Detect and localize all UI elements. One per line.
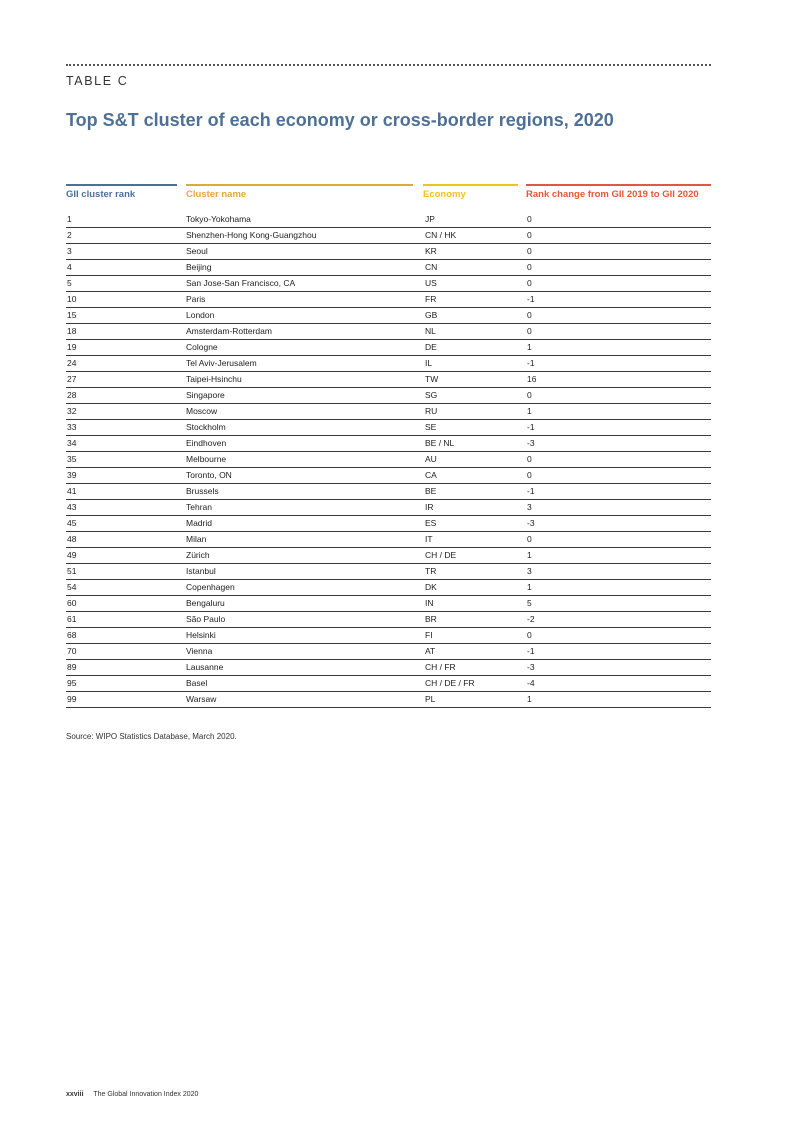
cell-cluster-name: Paris xyxy=(186,294,206,304)
cell-economy: RU xyxy=(425,406,438,416)
cell-rank: 27 xyxy=(67,374,77,384)
cell-cluster-name: Seoul xyxy=(186,246,208,256)
column-header-economy: Economy xyxy=(423,184,518,210)
cell-rank-change: 0 xyxy=(527,326,532,336)
cell-rank: 70 xyxy=(67,646,77,656)
cell-economy: SG xyxy=(425,390,438,400)
column-header-rank: GII cluster rank xyxy=(66,184,177,210)
cell-rank: 5 xyxy=(67,278,72,288)
cell-economy: TR xyxy=(425,566,437,576)
table-row xyxy=(66,468,711,484)
cell-rank: 24 xyxy=(67,358,77,368)
cell-rank-change: 16 xyxy=(527,374,537,384)
cell-rank-change: 0 xyxy=(527,534,532,544)
cell-rank-change: -1 xyxy=(527,422,535,432)
cell-cluster-name: Madrid xyxy=(186,518,212,528)
column-header-cluster-name: Cluster name xyxy=(186,184,413,210)
cell-cluster-name: Zürich xyxy=(186,550,210,560)
cell-economy: IT xyxy=(425,534,433,544)
cell-economy: FR xyxy=(425,294,437,304)
cell-economy: GB xyxy=(425,310,438,320)
cell-cluster-name: Cologne xyxy=(186,342,218,352)
table-body xyxy=(66,212,711,708)
cell-cluster-name: Tehran xyxy=(186,502,212,512)
table-label: TABLE C xyxy=(66,74,129,88)
table-row xyxy=(66,340,711,356)
cell-rank-change: -1 xyxy=(527,646,535,656)
cell-rank-change: 3 xyxy=(527,566,532,576)
cell-rank-change: 1 xyxy=(527,342,532,352)
publication-title: The Global Innovation Index 2020 xyxy=(93,1091,199,1098)
cell-rank-change: 0 xyxy=(527,470,532,480)
cell-rank: 35 xyxy=(67,454,77,464)
table-row xyxy=(66,276,711,292)
cell-cluster-name: Amsterdam-Rotterdam xyxy=(186,326,272,336)
table-row xyxy=(66,420,711,436)
table-row xyxy=(66,388,711,404)
cell-cluster-name: Stockholm xyxy=(186,422,226,432)
cell-cluster-name: London xyxy=(186,310,215,320)
cell-rank: 48 xyxy=(67,534,77,544)
cell-rank: 61 xyxy=(67,614,77,624)
cell-economy: JP xyxy=(425,214,435,224)
table-row xyxy=(66,372,711,388)
table-row xyxy=(66,532,711,548)
cell-economy: TW xyxy=(425,374,439,384)
cell-rank: 43 xyxy=(67,502,77,512)
cell-rank-change: -3 xyxy=(527,518,535,528)
table-row xyxy=(66,260,711,276)
cell-rank: 99 xyxy=(67,694,77,704)
cell-rank-change: -1 xyxy=(527,294,535,304)
cell-rank-change: -1 xyxy=(527,486,535,496)
cell-economy: ES xyxy=(425,518,437,528)
cell-economy: IL xyxy=(425,358,433,368)
table-row xyxy=(66,324,711,340)
cell-cluster-name: Basel xyxy=(186,678,208,688)
cell-rank: 33 xyxy=(67,422,77,432)
cell-rank: 54 xyxy=(67,582,77,592)
cell-economy: PL xyxy=(425,694,436,704)
cell-rank: 45 xyxy=(67,518,77,528)
table-row xyxy=(66,292,711,308)
cell-economy: FI xyxy=(425,630,433,640)
cell-economy: CH / DE xyxy=(425,550,457,560)
cell-cluster-name: Beijing xyxy=(186,262,212,272)
cell-cluster-name: Shenzhen-Hong Kong-Guangzhou xyxy=(186,230,317,240)
table-header xyxy=(66,184,711,210)
cell-rank: 34 xyxy=(67,438,77,448)
cell-economy: CH / FR xyxy=(425,662,456,672)
cell-economy: KR xyxy=(425,246,437,256)
cell-economy: BR xyxy=(425,614,437,624)
cell-cluster-name: Brussels xyxy=(186,486,219,496)
page-number: xxviii xyxy=(66,1091,84,1098)
cell-rank-change: 5 xyxy=(527,598,532,608)
cell-economy: IN xyxy=(425,598,434,608)
cell-rank-change: 0 xyxy=(527,454,532,464)
table-row xyxy=(66,580,711,596)
cell-rank: 10 xyxy=(67,294,77,304)
cell-rank-change: 0 xyxy=(527,630,532,640)
page-title: Top S&T cluster of each economy or cross-border regions, 2020 xyxy=(66,110,614,130)
table-row xyxy=(66,484,711,500)
cell-economy: DE xyxy=(425,342,437,352)
table-row xyxy=(66,564,711,580)
table-row xyxy=(66,676,711,692)
cell-economy: AT xyxy=(425,646,436,656)
cell-rank-change: 1 xyxy=(527,406,532,416)
table-row xyxy=(66,212,711,228)
cell-economy: DK xyxy=(425,582,437,592)
table-row xyxy=(66,612,711,628)
cell-economy: US xyxy=(425,278,437,288)
table-row xyxy=(66,644,711,660)
cell-cluster-name: Milan xyxy=(186,534,207,544)
table-row xyxy=(66,244,711,260)
cell-economy: CN / HK xyxy=(425,230,457,240)
cell-economy: SE xyxy=(425,422,437,432)
table-row xyxy=(66,452,711,468)
cell-rank: 95 xyxy=(67,678,77,688)
cell-rank: 18 xyxy=(67,326,77,336)
table-row xyxy=(66,308,711,324)
cell-cluster-name: Singapore xyxy=(186,390,225,400)
cell-cluster-name: Istanbul xyxy=(186,566,216,576)
table-row xyxy=(66,516,711,532)
cell-cluster-name: São Paulo xyxy=(186,614,226,624)
cell-rank: 15 xyxy=(67,310,77,320)
cell-rank: 41 xyxy=(67,486,77,496)
cell-cluster-name: Toronto, ON xyxy=(186,470,232,480)
table-row xyxy=(66,628,711,644)
cell-economy: CH / DE / FR xyxy=(425,678,475,688)
cell-rank-change: -2 xyxy=(527,614,535,624)
cell-rank: 1 xyxy=(67,214,72,224)
cell-rank: 28 xyxy=(67,390,77,400)
cell-rank-change: 0 xyxy=(527,278,532,288)
cell-cluster-name: Melbourne xyxy=(186,454,227,464)
table-row xyxy=(66,660,711,676)
cell-rank: 32 xyxy=(67,406,77,416)
cell-economy: BE xyxy=(425,486,437,496)
cell-rank-change: 1 xyxy=(527,694,532,704)
cell-economy: CA xyxy=(425,470,437,480)
cell-rank: 68 xyxy=(67,630,77,640)
cell-economy: NL xyxy=(425,326,436,336)
cell-rank-change: 0 xyxy=(527,390,532,400)
cell-cluster-name: Copenhagen xyxy=(186,582,235,592)
cell-economy: IR xyxy=(425,502,434,512)
cell-cluster-name: San Jose-San Francisco, CA xyxy=(186,278,296,288)
page-footer xyxy=(66,1091,198,1098)
table-row xyxy=(66,500,711,516)
cell-cluster-name: Tel Aviv-Jerusalem xyxy=(186,358,257,368)
cell-cluster-name: Bengaluru xyxy=(186,598,225,608)
cell-rank-change: 0 xyxy=(527,310,532,320)
cell-economy: BE / NL xyxy=(425,438,455,448)
cell-rank-change: -3 xyxy=(527,438,535,448)
table-row xyxy=(66,692,711,708)
cell-rank: 19 xyxy=(67,342,77,352)
cell-cluster-name: Taipei-Hsinchu xyxy=(186,374,242,384)
cell-cluster-name: Helsinki xyxy=(186,630,216,640)
cell-rank-change: -1 xyxy=(527,358,535,368)
table-row xyxy=(66,548,711,564)
cell-rank: 49 xyxy=(67,550,77,560)
column-header-rank-change: Rank change from GII 2019 to GII 2020 xyxy=(526,184,711,210)
cell-rank-change: -3 xyxy=(527,662,535,672)
table-row xyxy=(66,404,711,420)
cell-cluster-name: Moscow xyxy=(186,406,218,416)
cell-rank: 39 xyxy=(67,470,77,480)
cell-rank: 60 xyxy=(67,598,77,608)
cell-cluster-name: Vienna xyxy=(186,646,213,656)
cell-rank-change: 3 xyxy=(527,502,532,512)
cell-rank-change: 0 xyxy=(527,246,532,256)
cell-rank: 51 xyxy=(67,566,77,576)
cell-rank-change: 1 xyxy=(527,582,532,592)
cell-cluster-name: Warsaw xyxy=(186,694,217,704)
cell-rank-change: 0 xyxy=(527,230,532,240)
source-note: Source: WIPO Statistics Database, March 2020. xyxy=(66,732,237,741)
cell-economy: AU xyxy=(425,454,437,464)
cell-rank: 3 xyxy=(67,246,72,256)
table-row xyxy=(66,356,711,372)
cell-rank-change: 0 xyxy=(527,262,532,272)
table-row xyxy=(66,596,711,612)
table-row xyxy=(66,436,711,452)
cell-cluster-name: Eindhoven xyxy=(186,438,227,448)
top-dotted-divider xyxy=(66,64,711,66)
cell-cluster-name: Lausanne xyxy=(186,662,224,672)
cell-cluster-name: Tokyo-Yokohama xyxy=(186,214,251,224)
cell-economy: CN xyxy=(425,262,438,272)
cell-rank-change: -4 xyxy=(527,678,535,688)
cell-rank: 2 xyxy=(67,230,72,240)
cell-rank: 4 xyxy=(67,262,72,272)
table-row xyxy=(66,228,711,244)
cell-rank: 89 xyxy=(67,662,77,672)
cell-rank-change: 1 xyxy=(527,550,532,560)
cell-rank-change: 0 xyxy=(527,214,532,224)
